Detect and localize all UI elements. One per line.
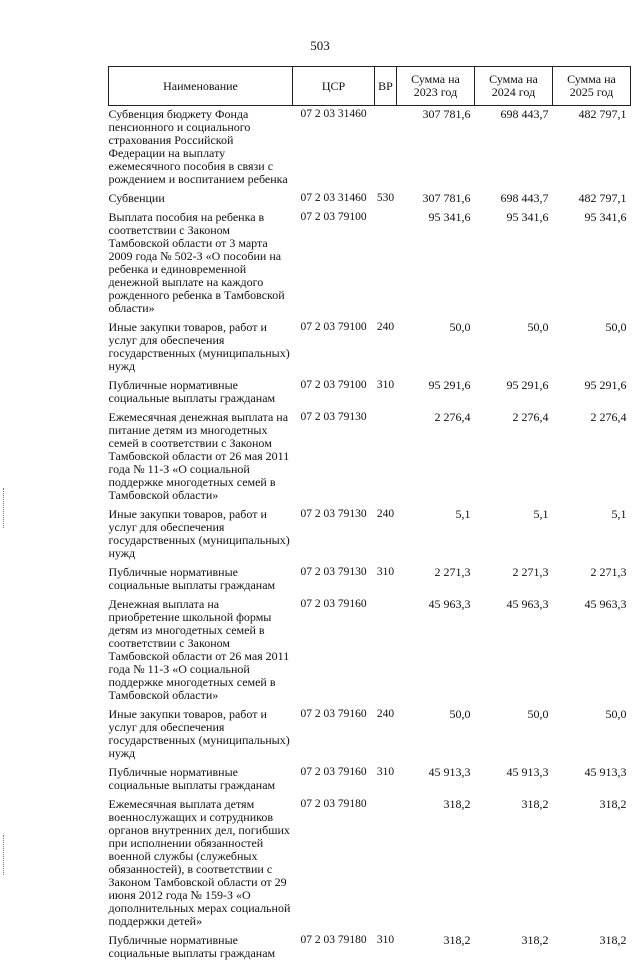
row-sum-2024: 50,0 — [527, 320, 549, 334]
row-vr: 240 — [376, 508, 395, 520]
row-csr: 07 2 03 31460 — [300, 192, 367, 204]
row-sum-2025: 95 291,6 — [584, 378, 627, 392]
row-vr — [375, 106, 397, 191]
row-sum-2023: 95 291,6 — [428, 378, 471, 392]
row-vr: 240 — [376, 321, 395, 333]
scan-margin-marks — [3, 488, 6, 528]
table-row — [109, 932, 631, 964]
row-sum-2024: 318,2 — [521, 933, 549, 947]
row-name: Субвенции — [108, 191, 165, 205]
row-sum-2024: 5,1 — [533, 507, 549, 521]
row-vr — [375, 409, 397, 506]
row-sum-2023: 307 781,6 — [422, 107, 471, 121]
page-number: 503 — [310, 38, 330, 53]
row-sum-2023: 318,2 — [443, 933, 471, 947]
table-row — [109, 209, 631, 319]
table-row — [109, 506, 631, 564]
row-sum-2024: 2 271,3 — [512, 565, 549, 579]
row-sum-2025: 5,1 — [611, 507, 627, 521]
row-vr — [375, 209, 397, 319]
row-sum-2025: 45 913,3 — [584, 765, 627, 779]
row-sum-2023: 2 276,4 — [434, 410, 471, 424]
table-row — [109, 764, 631, 796]
row-name: Иные закупки товаров, работ и услуг для обеспечения государственных (муниципальных) нужд — [108, 707, 290, 760]
row-sum-2025: 95 341,6 — [584, 210, 627, 224]
row-name: Выплата пособия на ребенка в соответствии с Законом Тамбовской области от 3 марта 2009 года № 502-З «О пособии на ребенка и единовременной денежной выплате на каждого рожденного ребенка в Тамбовской области» — [108, 210, 285, 315]
budget-table — [108, 66, 631, 964]
row-sum-2023: 318,2 — [443, 797, 471, 811]
row-name: Иные закупки товаров, работ и услуг для обеспечения государственных (муниципальных) нужд — [108, 320, 290, 373]
row-sum-2024: 698 443,7 — [500, 191, 549, 205]
table-row — [109, 706, 631, 764]
table-row — [109, 377, 631, 409]
row-sum-2025: 482 797,1 — [578, 191, 627, 205]
row-sum-2025: 318,2 — [599, 797, 627, 811]
row-sum-2025: 2 276,4 — [590, 410, 627, 424]
table-header-row — [109, 67, 631, 106]
table-row — [109, 409, 631, 506]
table-row — [109, 106, 631, 191]
row-sum-2025: 482 797,1 — [578, 107, 627, 121]
row-name: Денежная выплата на приобретение школьной формы детям из многодетных семей в соответствии с Законом Тамбовской области от 26 мая 2011 года № 11-З «О социальной поддержке многодетных семей в Тамбовской области» — [108, 597, 290, 702]
row-sum-2025: 318,2 — [599, 933, 627, 947]
row-csr: 07 2 03 79100 — [300, 321, 367, 333]
row-sum-2023: 5,1 — [455, 507, 471, 521]
row-name: Публичные нормативные социальные выплаты гражданам — [108, 933, 276, 960]
row-csr: 07 2 03 79130 — [300, 566, 367, 578]
row-sum-2024: 45 913,3 — [506, 765, 549, 779]
row-name: Ежемесячная выплата детям военнослужащих и сотрудников органов внутренних дел, погибших при исполнении обязанностей военной службы (служебных обязанностей), в соответствии с Законом Тамбовской области от 29 июня 2012 года № 159-З «О дополнительных мерах социальной поддержки детей» — [108, 797, 291, 928]
row-sum-2024: 2 276,4 — [512, 410, 549, 424]
row-csr: 07 2 03 31460 — [300, 108, 367, 120]
row-name: Ежемесячная денежная выплата на питание детям из многодетных семей в соответствии с Законом Тамбовской области от 26 мая 2011 года № 11-З «О социальной поддержке многодетных семей в Тамбовской области» — [108, 410, 290, 502]
row-csr: 07 2 03 79130 — [300, 411, 367, 423]
header-sum-2024: Сумма на 2024 год — [475, 67, 553, 106]
row-sum-2024: 698 443,7 — [500, 107, 549, 121]
row-sum-2024: 318,2 — [521, 797, 549, 811]
row-csr: 07 2 03 79100 — [300, 379, 367, 391]
row-name: Субвенция бюджету Фонда пенсионного и социального страхования Российской Федерации на выплату ежемесячного пособия в связи с рождением и воспитанием ребенка — [108, 107, 288, 186]
row-sum-2025: 50,0 — [605, 320, 627, 334]
row-vr: 240 — [376, 708, 395, 720]
header-name: Наименование — [109, 67, 293, 106]
row-sum-2023: 50,0 — [449, 707, 471, 721]
header-csr: ЦСР — [293, 67, 375, 106]
row-sum-2025: 45 963,3 — [584, 597, 627, 611]
header-sum-2023: Сумма на 2023 год — [397, 67, 475, 106]
row-sum-2024: 95 291,6 — [506, 378, 549, 392]
row-vr: 310 — [376, 934, 395, 946]
row-sum-2023: 95 341,6 — [428, 210, 471, 224]
row-name: Публичные нормативные социальные выплаты гражданам — [108, 378, 276, 405]
row-vr — [375, 596, 397, 706]
row-sum-2025: 50,0 — [605, 707, 627, 721]
row-csr: 07 2 03 79130 — [300, 508, 367, 520]
row-sum-2024: 45 963,3 — [506, 597, 549, 611]
row-csr: 07 2 03 79100 — [300, 211, 367, 223]
row-csr: 07 2 03 79180 — [300, 934, 367, 946]
table-row — [109, 796, 631, 932]
table-row — [109, 564, 631, 596]
row-vr: 310 — [376, 379, 395, 391]
table-row — [109, 190, 631, 209]
scan-margin-marks — [3, 835, 6, 875]
row-sum-2023: 307 781,6 — [422, 191, 471, 205]
row-sum-2023: 50,0 — [449, 320, 471, 334]
row-name: Публичные нормативные социальные выплаты гражданам — [108, 565, 276, 592]
row-vr: 530 — [376, 192, 395, 204]
row-sum-2023: 45 963,3 — [428, 597, 471, 611]
row-vr — [375, 796, 397, 932]
row-csr: 07 2 03 79160 — [300, 708, 367, 720]
table-row — [109, 596, 631, 706]
row-name: Иные закупки товаров, работ и услуг для обеспечения государственных (муниципальных) нужд — [108, 507, 290, 560]
row-sum-2023: 45 913,3 — [428, 765, 471, 779]
row-sum-2024: 50,0 — [527, 707, 549, 721]
row-vr: 310 — [376, 566, 395, 578]
row-sum-2023: 2 271,3 — [434, 565, 471, 579]
row-sum-2024: 95 341,6 — [506, 210, 549, 224]
row-sum-2025: 2 271,3 — [590, 565, 627, 579]
table-row — [109, 319, 631, 377]
row-vr: 310 — [376, 766, 395, 778]
header-vr: ВР — [375, 67, 397, 106]
row-csr: 07 2 03 79180 — [300, 798, 367, 810]
row-name: Публичные нормативные социальные выплаты гражданам — [108, 765, 276, 792]
row-csr: 07 2 03 79160 — [300, 598, 367, 610]
row-csr: 07 2 03 79160 — [300, 766, 367, 778]
header-sum-2025: Сумма на 2025 год — [553, 67, 631, 106]
